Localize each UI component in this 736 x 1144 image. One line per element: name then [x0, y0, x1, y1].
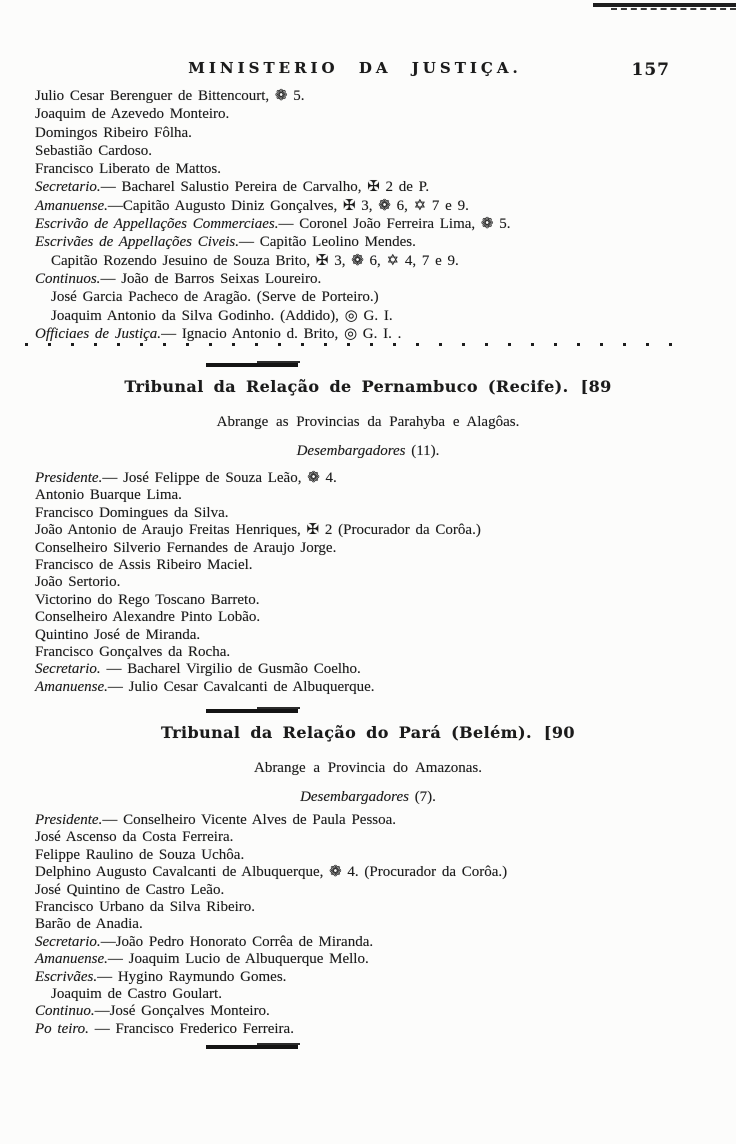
member-text: — Hygino Raymundo Gomes.	[97, 968, 287, 985]
member-text: — Conselheiro Vicente Alves de Paula Pessoa.	[102, 812, 397, 828]
role-label: Escrivães.	[35, 968, 98, 985]
role-label: Continuo.	[35, 1003, 95, 1020]
member-text: Joaquim de Castro Goulart.	[51, 986, 222, 1003]
margin-ref-number: [90	[543, 723, 575, 742]
member-line	[35, 470, 724, 487]
margin-ref-number: [89	[580, 377, 612, 396]
group-label	[0, 443, 736, 460]
member-line	[35, 1021, 724, 1038]
section-title	[0, 377, 736, 396]
roster-text: — Ignacio Antonio d. Brito, ◎ G. I. .	[161, 325, 402, 342]
roster-text: — Coronel João Ferreira Lima, ❁ 5.	[278, 216, 511, 233]
roster-line	[35, 215, 724, 233]
member-text: Barão de Anadia.	[35, 916, 143, 933]
section-title-text: Tribunal da Relação do Pará (Belém).	[161, 723, 532, 742]
scan-artifact-line	[593, 3, 736, 7]
member-text: Francisco Urbano da Silva Ribeiro.	[35, 899, 256, 916]
roster-text: — Bacharel Salustio Pereira de Carvalho, ✠ 2 de P.	[100, 179, 430, 196]
role-label: Secretario.	[35, 661, 101, 678]
end-of-page-rule	[206, 1045, 298, 1049]
member-text: Francisco de Assis Ribeiro Maciel.	[35, 557, 253, 574]
roster-text: Julio Cesar Berenguer de Bittencourt, ❁ 5.	[35, 88, 305, 104]
roster-text: Domingos Ribeiro Fôlha.	[35, 124, 192, 141]
roster-line	[35, 233, 724, 251]
roster-text: Joaquim Antonio da Silva Godinho. (Addido), ◎ G. I.	[51, 307, 393, 324]
members-list-para	[35, 812, 724, 1038]
member-line	[35, 644, 724, 661]
member-text: — Julio Cesar Cavalcanti de Albuquerque.	[107, 678, 375, 695]
roster-text: — João de Barros Seixas Loureiro.	[100, 270, 322, 287]
member-text: Conselheiro Silverio Fernandes de Araujo Jorge.	[35, 539, 337, 556]
member-line	[35, 1003, 724, 1020]
member-text: Conselheiro Alexandre Pinto Lobão.	[35, 609, 261, 626]
group-label-italic: Desembargadores	[296, 443, 406, 459]
role-label: Officiaes de Justiça.	[35, 325, 162, 342]
member-line	[35, 951, 724, 968]
member-line	[35, 557, 724, 574]
roster-text: Capitão Rozendo Jesuino de Souza Brito, ✠ 3, ❁ 6, ✡ 4, 7 e 9.	[51, 252, 459, 269]
roster-text: —Capitão Augusto Diniz Gonçalves, ✠ 3, ❁ 6, ✡ 7 e 9.	[107, 197, 469, 214]
dotted-separator	[25, 343, 692, 346]
roster-text: — Capitão Leolino Mendes.	[239, 234, 416, 251]
member-text: Francisco Gonçalves da Rocha.	[35, 644, 231, 661]
member-line	[35, 679, 724, 696]
member-text: Victorino do Rego Toscano Barreto.	[35, 591, 260, 608]
member-line	[35, 540, 724, 557]
roster-line	[35, 87, 724, 105]
member-line	[35, 969, 724, 986]
roster-line	[35, 124, 724, 142]
member-line	[35, 916, 724, 933]
member-text: —José Gonçalves Monteiro.	[94, 1003, 270, 1020]
member-text: — Francisco Frederico Ferreira.	[88, 1020, 294, 1037]
member-line	[35, 592, 724, 609]
role-label: Amanuense.	[35, 678, 108, 695]
roster-line	[35, 307, 724, 325]
member-text: Antonio Buarque Lima.	[35, 487, 182, 504]
role-label: Po teiro.	[35, 1020, 89, 1037]
roster-text: Francisco Liberato de Mattos.	[35, 161, 221, 178]
roster-text: Joaquim de Azevedo Monteiro.	[35, 106, 230, 123]
roster-line	[35, 160, 724, 178]
roster-line	[35, 197, 724, 215]
role-label: Secretario.	[35, 179, 101, 196]
role-label: Amanuense.	[35, 951, 108, 968]
member-line	[35, 522, 724, 539]
section-divider-rule	[206, 363, 298, 367]
member-line	[35, 812, 724, 829]
roster-line	[35, 142, 724, 160]
group-label-count: (7).	[408, 789, 436, 805]
member-line	[35, 847, 724, 864]
section-title-text: Tribunal da Relação de Pernambuco (Recife).	[124, 377, 569, 396]
member-text: — José Felippe de Souza Leão, ❁ 4.	[102, 470, 337, 486]
page-number: 157	[631, 60, 670, 80]
section-subtitle: Abrange as Provincias da Parahyba e Alagôas.	[216, 414, 520, 430]
roster-text: José Garcia Pacheco de Aragão. (Serve de Porteiro.)	[51, 289, 379, 306]
role-label: Continuos.	[35, 270, 101, 287]
role-label: Presidente.	[35, 470, 103, 486]
member-line	[35, 934, 724, 951]
running-title: MINISTERIO DA JUSTIÇA.	[188, 59, 522, 77]
group-label-count: (11).	[405, 443, 440, 459]
section-subtitle: Abrange a Provincia do Amazonas.	[253, 760, 483, 776]
member-line	[35, 661, 724, 678]
roster-line	[35, 252, 724, 270]
member-line	[35, 574, 724, 591]
member-line	[35, 986, 724, 1003]
member-text: João Antonio de Araujo Freitas Henriques, ✠ 2 (Procurador da Corôa.)	[35, 522, 481, 539]
member-text: — Joaquim Lucio de Albuquerque Mello.	[107, 951, 369, 968]
role-label: Escrivão de Appellações Commerciaes.	[35, 216, 279, 233]
member-line	[35, 609, 724, 626]
group-label-italic: Desembargadores	[300, 789, 409, 805]
role-label: Secretario.	[35, 933, 101, 950]
member-text: —João Pedro Honorato Corrêa de Miranda.	[100, 933, 374, 950]
member-text: João Sertorio.	[35, 574, 121, 591]
relacao-bahia-staff-list	[35, 87, 724, 343]
roster-line	[35, 270, 724, 288]
member-text: José Ascenso da Costa Ferreira.	[35, 829, 234, 846]
role-label: Presidente.	[35, 812, 103, 828]
roster-text: Sebastião Cardoso.	[35, 142, 152, 159]
member-text: José Quintino de Castro Leão.	[35, 881, 225, 898]
member-text: Felippe Raulino de Souza Uchôa.	[35, 846, 245, 863]
section-divider-rule	[206, 709, 298, 713]
member-line	[35, 882, 724, 899]
member-line	[35, 899, 724, 916]
roster-line	[35, 178, 724, 196]
role-label: Escrivães de Appellações Civeis.	[35, 234, 240, 251]
member-line	[35, 505, 724, 522]
roster-line	[35, 105, 724, 123]
members-list-pernambuco	[35, 470, 724, 696]
role-label: Amanuense.	[35, 197, 108, 214]
roster-line	[35, 288, 724, 306]
member-text: Quintino José de Miranda.	[35, 626, 201, 643]
group-label	[0, 789, 736, 806]
member-text: Delphino Augusto Cavalcanti de Albuquerque, ❁ 4. (Procurador da Corôa.)	[35, 864, 508, 881]
member-text: — Bacharel Virgilio de Gusmão Coelho.	[100, 661, 361, 678]
member-line	[35, 864, 724, 881]
member-line	[35, 829, 724, 846]
section-title	[0, 723, 736, 742]
member-line	[35, 487, 724, 504]
roster-line	[35, 325, 724, 343]
member-text: Francisco Domingues da Silva.	[35, 504, 229, 521]
member-line	[35, 627, 724, 644]
page-header	[0, 59, 736, 80]
